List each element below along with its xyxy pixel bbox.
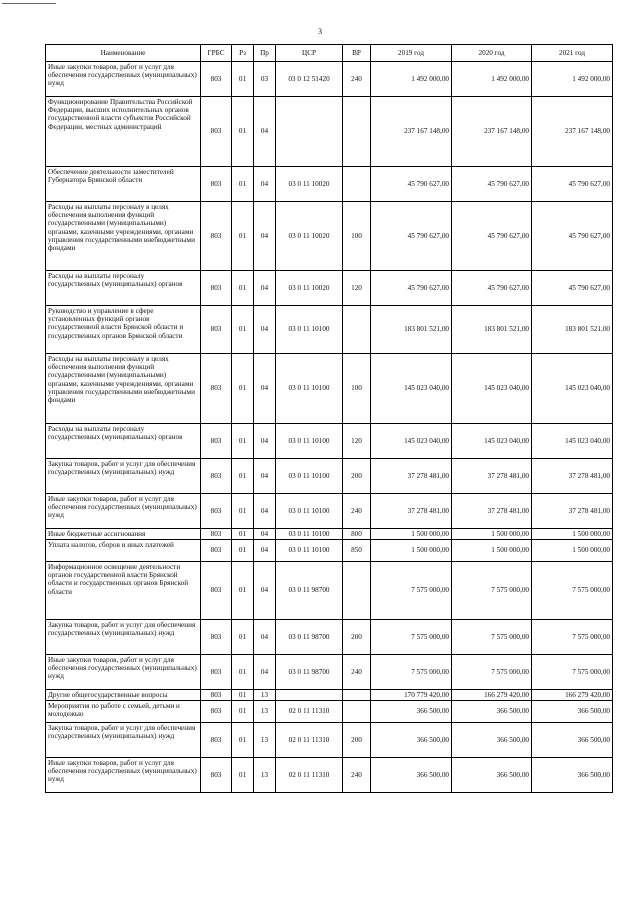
row-pr: 04 (254, 354, 276, 424)
row-rz: 01 (232, 62, 254, 97)
row-grbs: 803 (201, 655, 232, 690)
row-name: Иные закупки товаров, работ и услуг для обеспечения государственных (муниципальных) нужд (46, 62, 201, 97)
row-2020: 37 278 481,00 (452, 459, 532, 494)
row-name: Иные закупки товаров, работ и услуг для обеспечения государственных (муниципальных) нужд (46, 494, 201, 529)
row-csr: 03 0 11 98700 (276, 562, 343, 620)
table-body (46, 62, 613, 793)
table-row (46, 306, 613, 354)
row-2019: 45 790 627,00 (371, 167, 452, 202)
row-rz: 01 (232, 690, 254, 701)
row-grbs: 803 (201, 306, 232, 354)
row-grbs: 803 (201, 529, 232, 540)
row-csr: 03 0 11 10020 (276, 271, 343, 306)
row-2021: 37 278 481,00 (532, 459, 613, 494)
row-vr: 240 (343, 655, 371, 690)
row-rz: 01 (232, 540, 254, 562)
table-header-row (46, 45, 613, 62)
row-pr: 04 (254, 306, 276, 354)
table-row (46, 354, 613, 424)
row-vr (343, 701, 371, 723)
row-pr: 04 (254, 459, 276, 494)
row-pr: 04 (254, 167, 276, 202)
row-2019: 366 500,00 (371, 701, 452, 723)
row-vr (343, 306, 371, 354)
row-vr: 850 (343, 540, 371, 562)
row-csr: 03 0 11 10100 (276, 354, 343, 424)
row-2019: 1 500 000,00 (371, 540, 452, 562)
row-pr: 13 (254, 723, 276, 758)
row-name: Обеспечение деятельности заместителей Губернатора Брянской области (46, 167, 201, 202)
row-rz: 01 (232, 459, 254, 494)
header-2021: 2021 год (532, 45, 613, 62)
row-2021: 7 575 000,00 (532, 562, 613, 620)
row-2020: 1 500 000,00 (452, 540, 532, 562)
row-rz: 01 (232, 494, 254, 529)
row-2020: 45 790 627,00 (452, 167, 532, 202)
row-2020: 45 790 627,00 (452, 202, 532, 271)
row-2019: 366 500,00 (371, 723, 452, 758)
table-row (46, 620, 613, 655)
row-2021: 145 023 040,00 (532, 424, 613, 459)
row-pr: 13 (254, 701, 276, 723)
row-grbs: 803 (201, 271, 232, 306)
row-vr: 120 (343, 424, 371, 459)
table-row (46, 167, 613, 202)
row-vr: 800 (343, 529, 371, 540)
row-2020: 366 500,00 (452, 758, 532, 793)
row-grbs: 803 (201, 690, 232, 701)
header-pr: Пр (254, 45, 276, 62)
table-row (46, 494, 613, 529)
row-rz: 01 (232, 758, 254, 793)
row-2019: 7 575 000,00 (371, 620, 452, 655)
row-vr: 100 (343, 354, 371, 424)
row-grbs: 803 (201, 354, 232, 424)
row-2020: 1 492 000,00 (452, 62, 532, 97)
row-grbs: 803 (201, 620, 232, 655)
row-pr: 13 (254, 758, 276, 793)
row-csr: 03 0 11 10020 (276, 202, 343, 271)
row-vr: 200 (343, 459, 371, 494)
table-row (46, 540, 613, 562)
row-2021: 1 492 000,00 (532, 62, 613, 97)
row-2019: 37 278 481,00 (371, 494, 452, 529)
scan-artifact-line (2, 3, 56, 4)
row-2021: 45 790 627,00 (532, 167, 613, 202)
header-csr: ЦСР (276, 45, 343, 62)
row-2020: 7 575 000,00 (452, 620, 532, 655)
row-pr: 04 (254, 424, 276, 459)
row-2021: 145 023 040,00 (532, 354, 613, 424)
row-csr: 03 0 11 10100 (276, 494, 343, 529)
row-grbs: 803 (201, 167, 232, 202)
row-pr: 04 (254, 540, 276, 562)
row-vr (343, 562, 371, 620)
row-2019: 1 492 000,00 (371, 62, 452, 97)
row-pr: 13 (254, 690, 276, 701)
row-2020: 145 023 040,00 (452, 424, 532, 459)
header-vr: ВР (343, 45, 371, 62)
row-name: Расходы на выплаты персоналу государственных (муниципальных) органов (46, 271, 201, 306)
row-name: Закупка товаров, работ и услуг для обеспечения государственных (муниципальных) нужд (46, 459, 201, 494)
table-row (46, 459, 613, 494)
row-2021: 7 575 000,00 (532, 655, 613, 690)
row-name: Мероприятия по работе с семьей, детьми и молодежью (46, 701, 201, 723)
header-grbs: ГРБС (201, 45, 232, 62)
row-rz: 01 (232, 424, 254, 459)
row-csr: 03 0 11 98700 (276, 620, 343, 655)
row-2019: 37 278 481,00 (371, 459, 452, 494)
row-csr: 03 0 11 98700 (276, 655, 343, 690)
row-2021: 1 500 000,00 (532, 540, 613, 562)
row-2021: 1 500 000,00 (532, 529, 613, 540)
row-2021: 366 500,00 (532, 701, 613, 723)
row-grbs: 803 (201, 424, 232, 459)
header-2019: 2019 год (371, 45, 452, 62)
row-2020: 183 801 521,00 (452, 306, 532, 354)
row-2019: 7 575 000,00 (371, 562, 452, 620)
table-row (46, 723, 613, 758)
row-2019: 183 801 521,00 (371, 306, 452, 354)
row-rz: 01 (232, 202, 254, 271)
row-2019: 366 500,00 (371, 758, 452, 793)
row-csr (276, 97, 343, 167)
row-2019: 237 167 148,00 (371, 97, 452, 167)
row-2020: 237 167 148,00 (452, 97, 532, 167)
row-rz: 01 (232, 701, 254, 723)
row-name: Расходы на выплаты персоналу в целях обеспечения выполнения функций государственными (муниципальными) органами, казенными учреждениями, органами управления государственными внебюджетными фондами (46, 202, 201, 271)
row-2019: 7 575 000,00 (371, 655, 452, 690)
row-vr: 200 (343, 620, 371, 655)
row-csr: 03 0 11 10100 (276, 306, 343, 354)
row-2019: 45 790 627,00 (371, 271, 452, 306)
row-vr (343, 97, 371, 167)
row-2020: 145 023 040,00 (452, 354, 532, 424)
row-name: Расходы на выплаты персоналу в целях обеспечения выполнения функций государственными (муниципальными) органами, казенными учреждениями, органами управления государственными внебюджетными фондами (46, 354, 201, 424)
row-2020: 7 575 000,00 (452, 562, 532, 620)
header-name: Наименование (46, 45, 201, 62)
row-2021: 183 801 521,00 (532, 306, 613, 354)
table-row (46, 271, 613, 306)
row-2021: 237 167 148,00 (532, 97, 613, 167)
row-vr: 240 (343, 494, 371, 529)
row-csr: 03 0 11 10020 (276, 167, 343, 202)
row-grbs: 803 (201, 723, 232, 758)
row-name: Иные закупки товаров, работ и услуг для обеспечения государственных (муниципальных) нужд (46, 655, 201, 690)
table-row (46, 562, 613, 620)
row-2019: 170 779 420,00 (371, 690, 452, 701)
row-vr (343, 690, 371, 701)
row-2020: 45 790 627,00 (452, 271, 532, 306)
row-csr: 03 0 12 51420 (276, 62, 343, 97)
row-vr: 120 (343, 271, 371, 306)
row-grbs: 803 (201, 97, 232, 167)
row-name: Закупка товаров, работ и услуг для обеспечения государственных (муниципальных) нужд (46, 723, 201, 758)
row-grbs: 803 (201, 202, 232, 271)
row-pr: 04 (254, 271, 276, 306)
header-2020: 2020 год (452, 45, 532, 62)
row-2019: 1 500 000,00 (371, 529, 452, 540)
row-csr: 03 0 11 10100 (276, 424, 343, 459)
row-csr: 02 0 11 11310 (276, 723, 343, 758)
row-name: Иные закупки товаров, работ и услуг для обеспечения государственных (муниципальных) нужд (46, 758, 201, 793)
row-pr: 04 (254, 529, 276, 540)
page-number: 3 (318, 27, 322, 36)
row-rz: 01 (232, 562, 254, 620)
row-name: Расходы на выплаты персоналу государственных (муниципальных) органов (46, 424, 201, 459)
row-pr: 04 (254, 97, 276, 167)
row-2021: 45 790 627,00 (532, 202, 613, 271)
row-rz: 01 (232, 620, 254, 655)
row-2020: 166 279 420,00 (452, 690, 532, 701)
table-row (46, 690, 613, 701)
row-pr: 04 (254, 562, 276, 620)
row-name: Другие общегосударственные вопросы (46, 690, 201, 701)
row-csr: 03 0 11 10100 (276, 540, 343, 562)
row-csr: 02 0 11 11310 (276, 758, 343, 793)
row-grbs: 803 (201, 758, 232, 793)
row-rz: 01 (232, 529, 254, 540)
row-vr: 200 (343, 723, 371, 758)
row-pr: 04 (254, 202, 276, 271)
row-vr: 240 (343, 62, 371, 97)
header-rz: Рз (232, 45, 254, 62)
budget-table (45, 44, 613, 793)
row-pr: 04 (254, 620, 276, 655)
row-rz: 01 (232, 97, 254, 167)
row-2020: 366 500,00 (452, 701, 532, 723)
row-name: Информационное освещение деятельности органов государственной власти Брянской области и государственных органов Брянской области (46, 562, 201, 620)
row-pr: 04 (254, 655, 276, 690)
row-rz: 01 (232, 167, 254, 202)
table-row (46, 97, 613, 167)
row-2020: 366 500,00 (452, 723, 532, 758)
row-2021: 366 500,00 (532, 758, 613, 793)
row-2021: 366 500,00 (532, 723, 613, 758)
row-rz: 01 (232, 306, 254, 354)
table-row (46, 202, 613, 271)
row-vr: 240 (343, 758, 371, 793)
row-2021: 37 278 481,00 (532, 494, 613, 529)
row-pr: 04 (254, 494, 276, 529)
row-grbs: 803 (201, 494, 232, 529)
row-vr: 100 (343, 202, 371, 271)
row-grbs: 803 (201, 62, 232, 97)
row-2021: 45 790 627,00 (532, 271, 613, 306)
row-2019: 145 023 040,00 (371, 424, 452, 459)
row-2021: 166 279 420,00 (532, 690, 613, 701)
row-rz: 01 (232, 655, 254, 690)
row-2021: 7 575 000,00 (532, 620, 613, 655)
row-2020: 7 575 000,00 (452, 655, 532, 690)
row-2019: 145 023 040,00 (371, 354, 452, 424)
row-vr (343, 167, 371, 202)
table-row (46, 62, 613, 97)
row-pr: 03 (254, 62, 276, 97)
row-rz: 01 (232, 354, 254, 424)
row-2020: 1 500 000,00 (452, 529, 532, 540)
row-grbs: 803 (201, 540, 232, 562)
row-name: Закупка товаров, работ и услуг для обеспечения государственных (муниципальных) нужд (46, 620, 201, 655)
row-name: Уплата налогов, сборов и иных платежей (46, 540, 201, 562)
row-2019: 45 790 627,00 (371, 202, 452, 271)
row-grbs: 803 (201, 701, 232, 723)
table-row (46, 424, 613, 459)
table-row (46, 655, 613, 690)
table-row (46, 529, 613, 540)
row-grbs: 803 (201, 459, 232, 494)
row-csr: 03 0 11 10100 (276, 459, 343, 494)
row-rz: 01 (232, 723, 254, 758)
row-name: Иные бюджетные ассигнования (46, 529, 201, 540)
row-name: Функционирование Правительства Российской Федерации, высших исполнительных органов государственной власти субъектов Российской Федерации, местных администраций (46, 97, 201, 167)
row-name: Руководство и управление в сфере установленных функций органов государственной власти Брянской области и государственных органов Брянской области (46, 306, 201, 354)
row-rz: 01 (232, 271, 254, 306)
row-2020: 37 278 481,00 (452, 494, 532, 529)
row-csr: 02 0 11 11310 (276, 701, 343, 723)
row-csr: 03 0 11 10100 (276, 529, 343, 540)
table-row (46, 758, 613, 793)
table-row (46, 701, 613, 723)
row-grbs: 803 (201, 562, 232, 620)
row-csr (276, 690, 343, 701)
